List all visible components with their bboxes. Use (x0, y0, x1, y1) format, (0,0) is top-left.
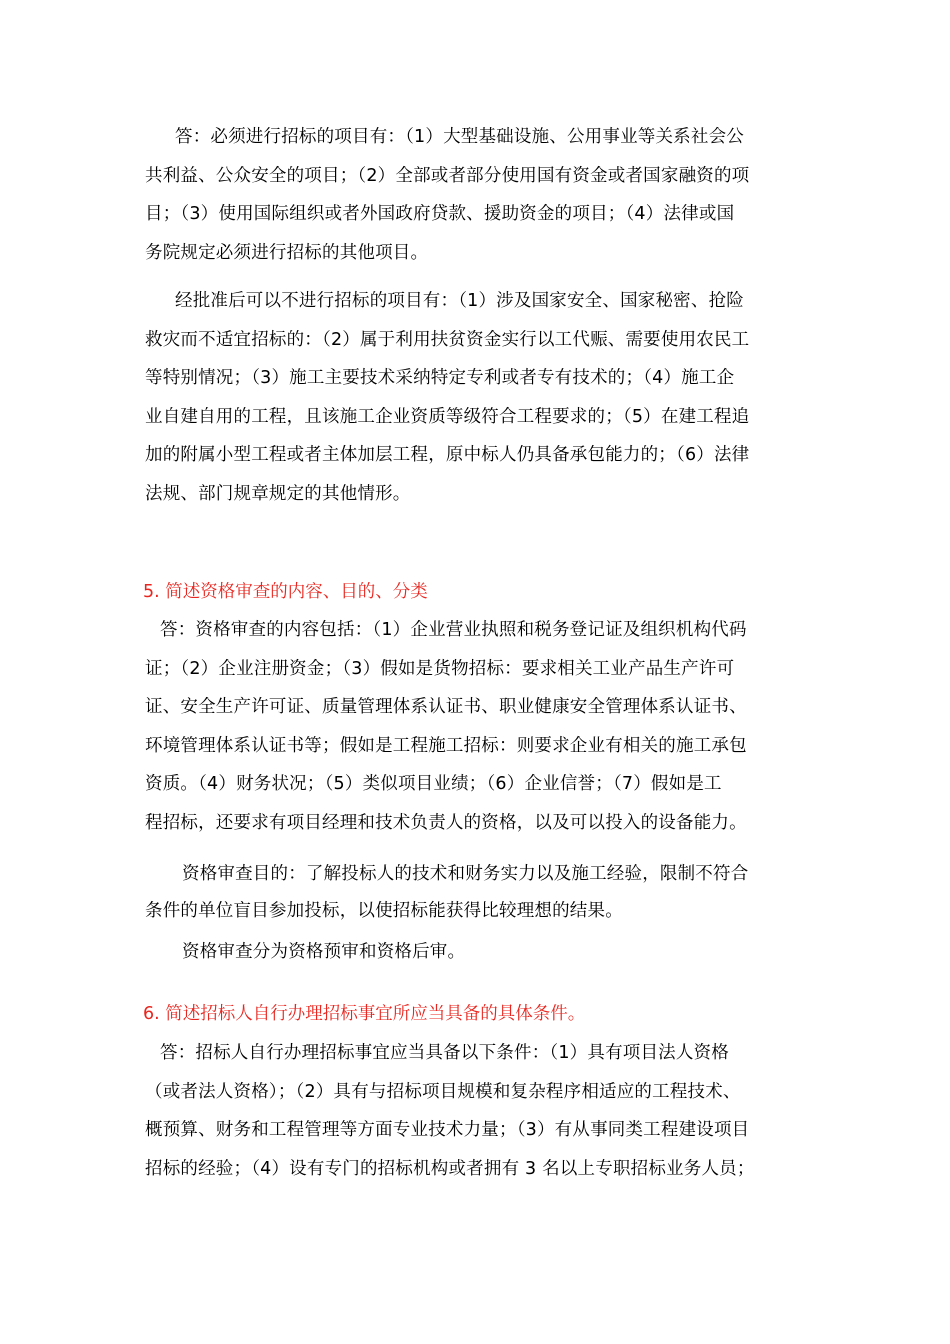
answer-paragraph-3 (145, 611, 813, 842)
text-line: 答：招标人自行办理招标事宜应当具备以下条件：（1）具有项目法人资格 (160, 1043, 729, 1063)
text-line: 业自建自用的工程，且该施工企业资质等级符合工程要求的；（5）在建工程追 (145, 406, 750, 427)
text-line: 答：必须进行招标的项目有：（1）大型基础设施、公用事业等关系社会公 (175, 127, 744, 147)
text-line: 资格审查目的：了解投标人的技术和财务实力以及施工经验，限制不符合 (182, 864, 749, 884)
text-line: 法规、部门规章规定的其他情形。 (145, 483, 411, 504)
text-line: 资质。（4）财务状况；（5）类似项目业绩；（6）企业信誉；（7）假如是工 (145, 774, 722, 794)
text-line: 招标的经验；（4）设有专门的招标机构或者拥有 3 名以上专职招标业务人员； (145, 1158, 755, 1179)
text-line: 共利益、公众安全的项目；（2）全部或者部分使用国有资金或者国家融资的项 (145, 165, 750, 186)
text-line: 救灾而不适宜招标的：（2）属于利用扶贫资金实行以工代赈、需要使用农民工 (145, 329, 750, 350)
text-line: 加的附属小型工程或者主体加层工程，原中标人仍具备承包能力的；（6）法律 (145, 445, 750, 465)
text-line: 概预算、财务和工程管理等方面专业技术力量；（3）有从事同类工程建设项目 (145, 1120, 750, 1140)
answer-paragraph-5 (145, 933, 813, 972)
text-line: （或者法人资格）；（2）具有与招标项目规模和复杂程序相适应的工程技术、 (145, 1081, 741, 1102)
text-line: 条件的单位盲目参加投标，以使招标能获得比较理想的结果。 (145, 901, 623, 921)
text-line: 经批准后可以不进行招标的项目有：（1）涉及国家安全、国家秘密、抢险 (175, 291, 744, 311)
text-line: 务院规定必须进行招标的其他项目。 (145, 242, 429, 263)
question-heading-5: 5. 简述资格审查的内容、目的、分类 (143, 582, 428, 602)
answer-paragraph-4 (145, 855, 813, 929)
text-line: 答：资格审查的内容包括：（1）企业营业执照和税务登记证及组织机构代码 (160, 620, 747, 640)
question-heading-6: 6. 简述招标人自行办理招标事宜所应当具备的具体条件。 (143, 1004, 586, 1024)
text-line: 程招标，还要求有项目经理和技术负责人的资格，以及可以投入的设备能力。 (145, 812, 747, 833)
answer-paragraph-1 (145, 118, 813, 272)
text-line: 资格审查分为资格预审和资格后审。 (182, 942, 466, 962)
answer-paragraph-6 (145, 1034, 813, 1188)
text-line: 目；（3）使用国际组织或者外国政府贷款、援助资金的项目；（4）法律或国 (145, 204, 735, 224)
text-line: 证；（2）企业注册资金；（3）假如是货物招标：要求相关工业产品生产许可 (145, 658, 735, 679)
text-line: 证、安全生产许可证、质量管理体系认证书、职业健康安全管理体系认证书、 (145, 697, 747, 717)
text-line: 环境管理体系认证书等；假如是工程施工招标：则要求企业有相关的施工承包 (145, 735, 747, 756)
text-line: 等特别情况；（3）施工主要技术采纳特定专利或者专有技术的；（4）施工企 (145, 368, 735, 388)
answer-paragraph-2 (145, 282, 813, 513)
